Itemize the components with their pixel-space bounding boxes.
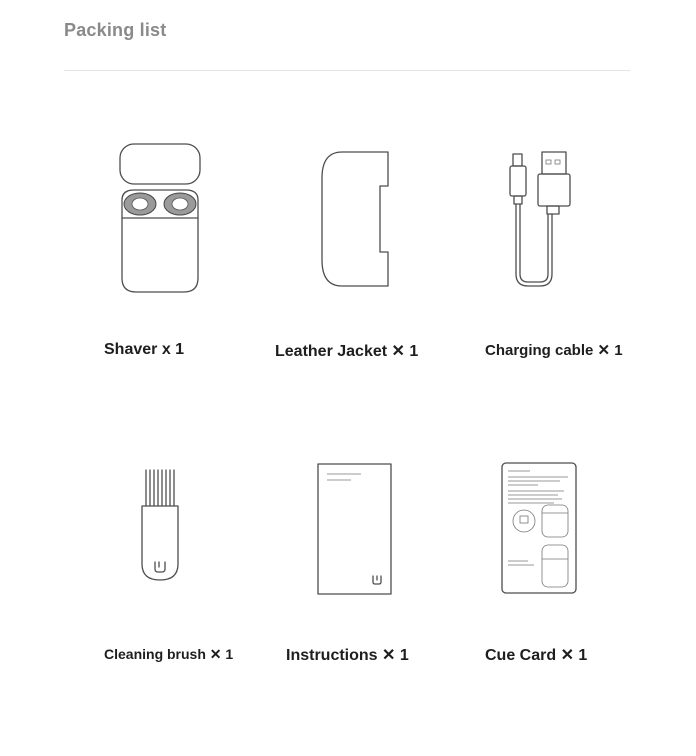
instructions-icon xyxy=(315,462,395,598)
shaver-label: Shaver x 1 xyxy=(104,341,185,358)
cleaning-brush-label: Cleaning brush ✕ 1 xyxy=(104,646,234,662)
instructions-label: Instructions ✕ 1 xyxy=(286,647,409,664)
divider xyxy=(64,70,630,71)
shaver-icon xyxy=(110,140,210,300)
charging-cable-label: Charging cable ✕ 1 xyxy=(485,342,623,359)
cleaning-brush-icon xyxy=(138,466,182,584)
leather-jacket-icon xyxy=(318,148,394,290)
charging-cable-icon xyxy=(502,148,578,294)
cue-card-icon xyxy=(500,461,578,597)
leather-jacket-label: Leather Jacket ✕ 1 xyxy=(275,343,419,360)
cue-card-label: Cue Card ✕ 1 xyxy=(485,647,588,664)
page-title: Packing list xyxy=(64,20,167,40)
